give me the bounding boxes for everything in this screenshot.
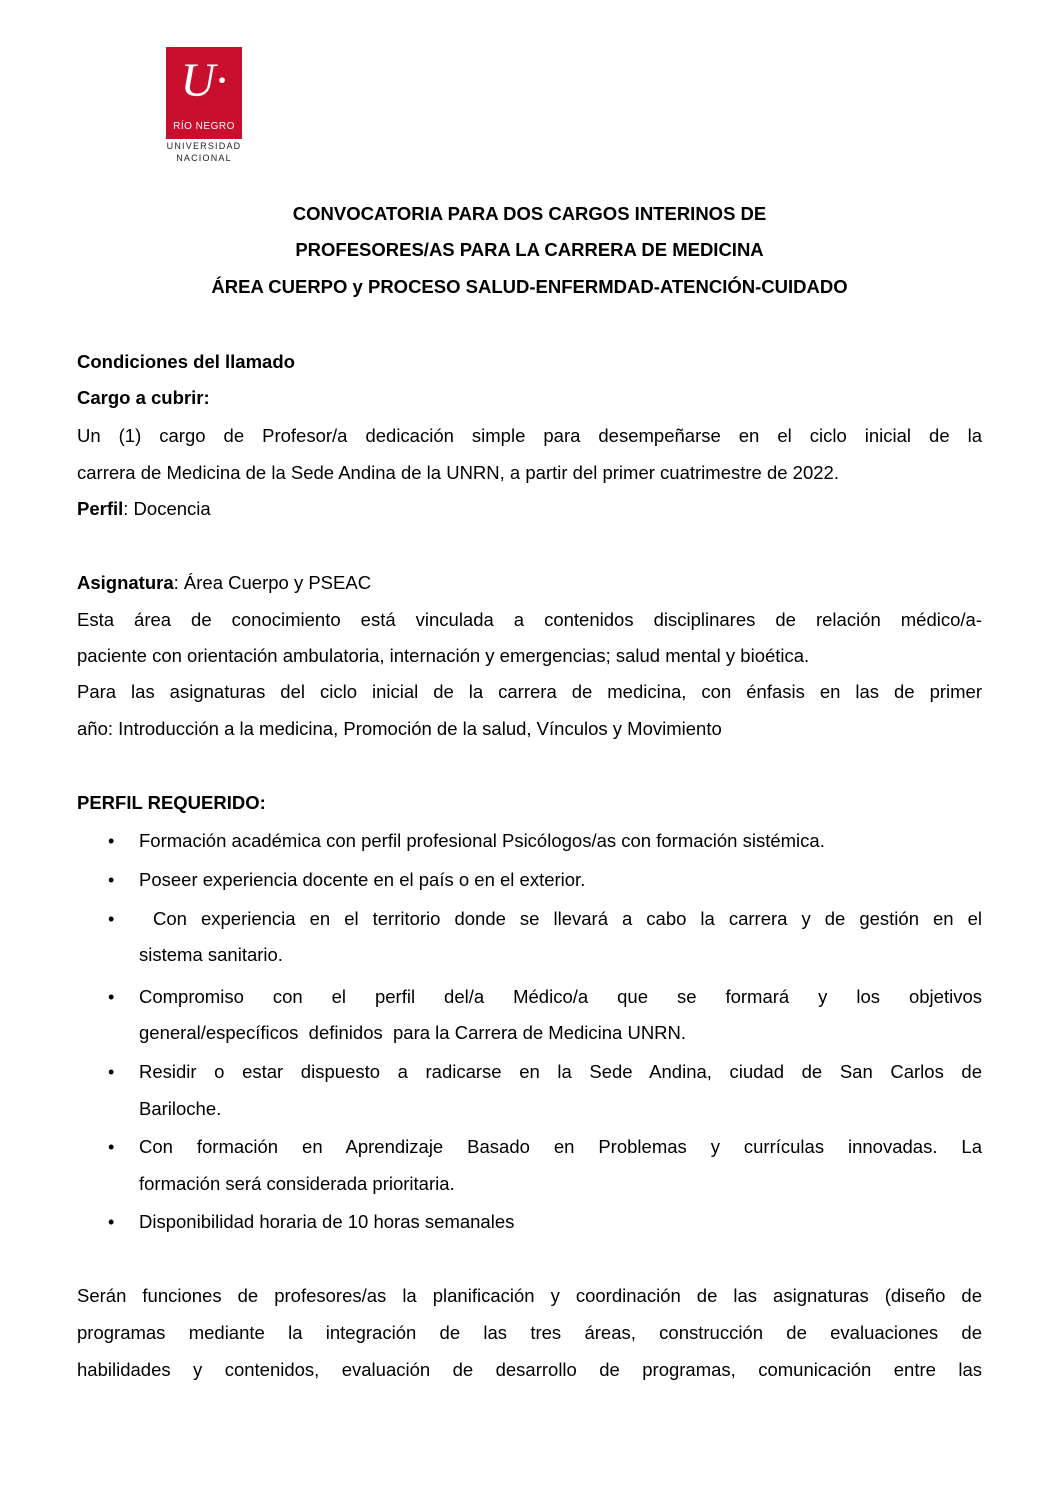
profile-item-5-line-1: Residir o estar dispuesto a radicarse en la Sede Andina, ciudad de San Carlos de	[139, 1061, 982, 1082]
document-title-line-3: ÁREA CUERPO y PROCESO SALUD-ENFERMDAD-ATENCIÓN-CUIDADO	[211, 276, 848, 297]
cargo-text-line-1: Un (1) cargo de Profesor/a dedicación simple para desempeñarse en el ciclo inicial de la	[77, 425, 982, 446]
perfil-value: : Docencia	[123, 498, 211, 519]
bullet-3: •	[108, 909, 115, 929]
logo-nacional: NACIONAL	[176, 153, 232, 163]
bullet-7: •	[108, 1212, 115, 1232]
asignatura-label: Asignatura	[77, 572, 174, 593]
profile-item-4-line-1: Compromiso con el perfil del/a Médico/a que se formará y los objetivos	[139, 986, 982, 1007]
document-title-line-1: CONVOCATORIA PARA DOS CARGOS INTERINOS DE	[292, 203, 767, 224]
profile-item-6-line-1: Con formación en Aprendizaje Basado en Problemas y currículas innovadas. La	[139, 1136, 982, 1157]
profile-item-3-line-2: sistema sanitario.	[139, 944, 283, 965]
profile-item-3-line-1: Con experiencia en el territorio donde se llevará a cabo la carrera y de gestión en el	[139, 908, 982, 929]
bullet-4: •	[108, 987, 115, 1007]
perfil-label: Perfil	[77, 498, 124, 519]
profile-item-6-line-2: formación será considerada prioritaria.	[139, 1173, 455, 1194]
profile-item-4-line-2: general/específicos definidos para la Carrera de Medicina UNRN.	[139, 1022, 687, 1043]
profile-item-7: Disponibilidad horaria de 10 horas semanales	[139, 1211, 515, 1232]
university-logo	[166, 47, 242, 165]
functions-line-1: Serán funciones de profesores/as la planificación y coordinación de las asignaturas (diseño de	[77, 1285, 982, 1306]
document-title-line-2: PROFESORES/AS PARA LA CARRERA DE MEDICINA	[295, 239, 764, 260]
cargo-text-line-2: carrera de Medicina de la Sede Andina de la UNRN, a partir del primer cuatrimestre de 2022.	[77, 462, 839, 483]
logo-red-box	[166, 47, 242, 139]
conditions-heading: Condiciones del llamado	[77, 351, 295, 372]
logo-universidad: UNIVERSIDAD	[166, 141, 242, 151]
asignatura-line	[77, 565, 982, 601]
logo-rio-negro: RÍO NEGRO	[173, 121, 235, 132]
profile-item-1: Formación académica con perfil profesional Psicólogos/as con formación sistémica.	[139, 830, 825, 851]
subject-desc-line-4: año: Introducción a la medicina, Promoción de la salud, Vínculos y Movimiento	[77, 718, 722, 739]
bullet-1: •	[108, 831, 115, 851]
functions-line-2: programas mediante la integración de las tres áreas, construcción de evaluaciones de	[77, 1322, 982, 1343]
bullet-5: •	[108, 1062, 115, 1082]
bullet-2: •	[108, 870, 115, 890]
profile-heading: PERFIL REQUERIDO:	[77, 792, 266, 813]
bullet-6: •	[108, 1137, 115, 1157]
subject-desc-line-2: paciente con orientación ambulatoria, internación y emergencias; salud mental y bioética.	[77, 645, 810, 666]
subject-desc-line-3: Para las asignaturas del ciclo inicial de la carrera de medicina, con énfasis en las de primer	[77, 681, 982, 702]
cargo-label: Cargo a cubrir:	[77, 387, 210, 408]
logo-mark: U·	[180, 54, 228, 107]
perfil-line	[77, 491, 982, 527]
functions-line-3: habilidades y contenidos, evaluación de desarrollo de programas, comunicación entre las	[77, 1359, 982, 1380]
profile-item-5-line-2: Bariloche.	[139, 1098, 222, 1119]
profile-item-2: Poseer experiencia docente en el país o en el exterior.	[139, 869, 586, 890]
asignatura-value: : Área Cuerpo y PSEAC	[173, 572, 372, 593]
subject-desc-line-1: Esta área de conocimiento está vinculada a contenidos disciplinares de relación médico/a-	[77, 609, 982, 630]
